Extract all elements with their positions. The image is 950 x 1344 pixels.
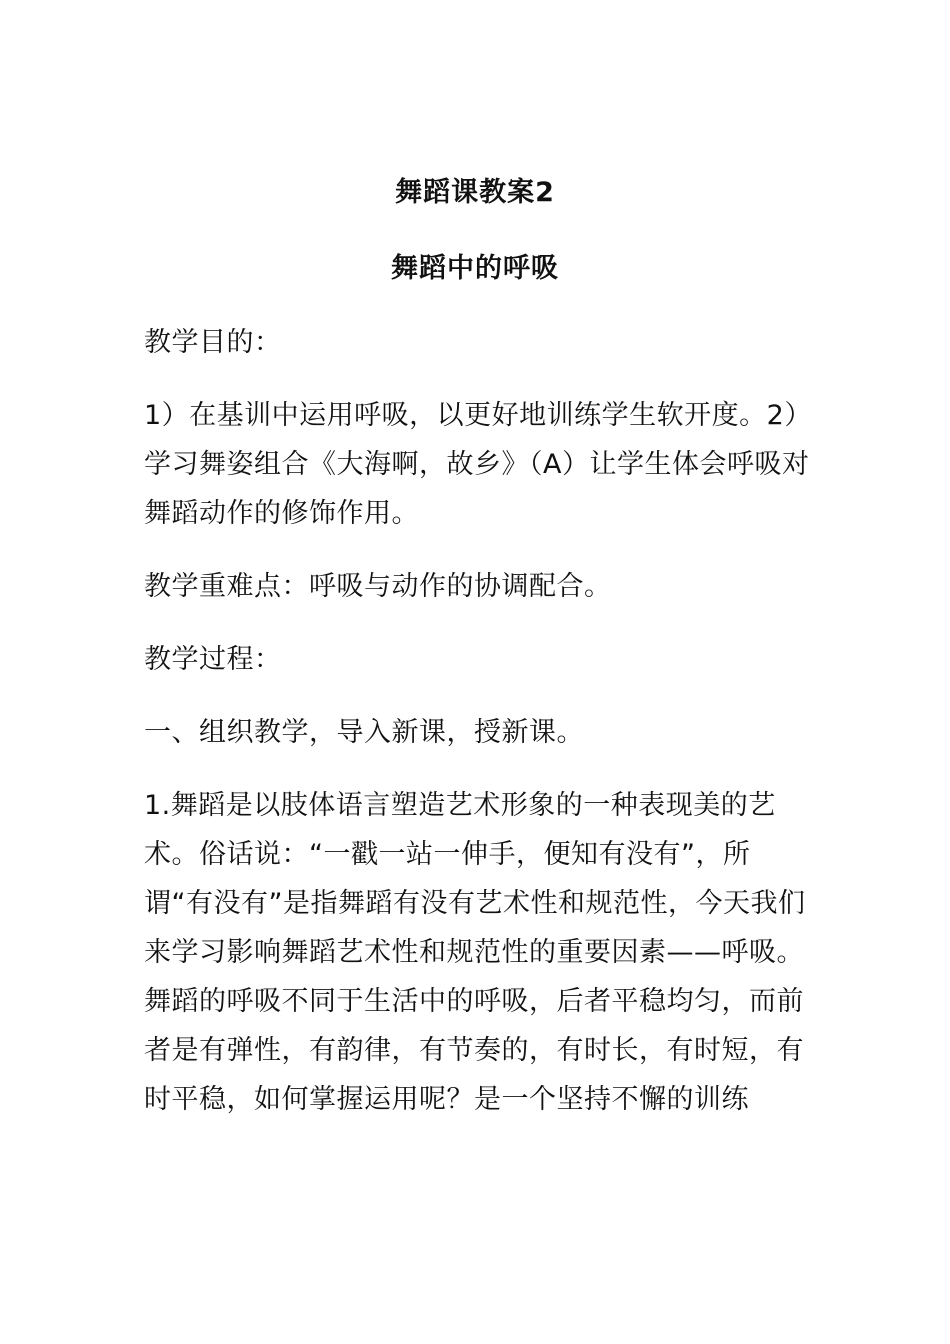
- paragraph-objectives: 1）在基训中运用呼吸，以更好地训练学生软开度。2）学习舞姿组合《大海啊，故乡》（A）让学生体会呼吸对舞蹈动作的修饰作用。: [144, 400, 812, 529]
- document-subtitle: 舞蹈中的呼吸: [391, 253, 559, 284]
- document-title: 舞蹈课教案2: [395, 177, 555, 208]
- paragraph-body: 1.舞蹈是以肢体语言塑造艺术形象的一种表现美的艺术。俗话说：“一戳一站一伸手，便知有没有”，所谓“有没有”是指舞蹈有没有艺术性和规范性，今天我们来学习影响舞蹈艺术性和规范性的重要因素——呼吸。舞蹈的呼吸不同于生活中的呼吸，后者平稳均匀，而前者是有弹性，有韵律，有节奏的，有时长，有时短，有时平稳，如何掌握运用呢？是一个坚持不懈的训练: [144, 790, 806, 1115]
- paragraph-process-heading: 教学过程：: [144, 644, 282, 675]
- paragraph-key-points: 教学重难点：呼吸与动作的协调配合。: [144, 571, 612, 602]
- paragraph-objectives-heading: 教学目的：: [144, 327, 282, 358]
- paragraph-section-one: 一、组织教学，导入新课，授新课。: [144, 717, 584, 748]
